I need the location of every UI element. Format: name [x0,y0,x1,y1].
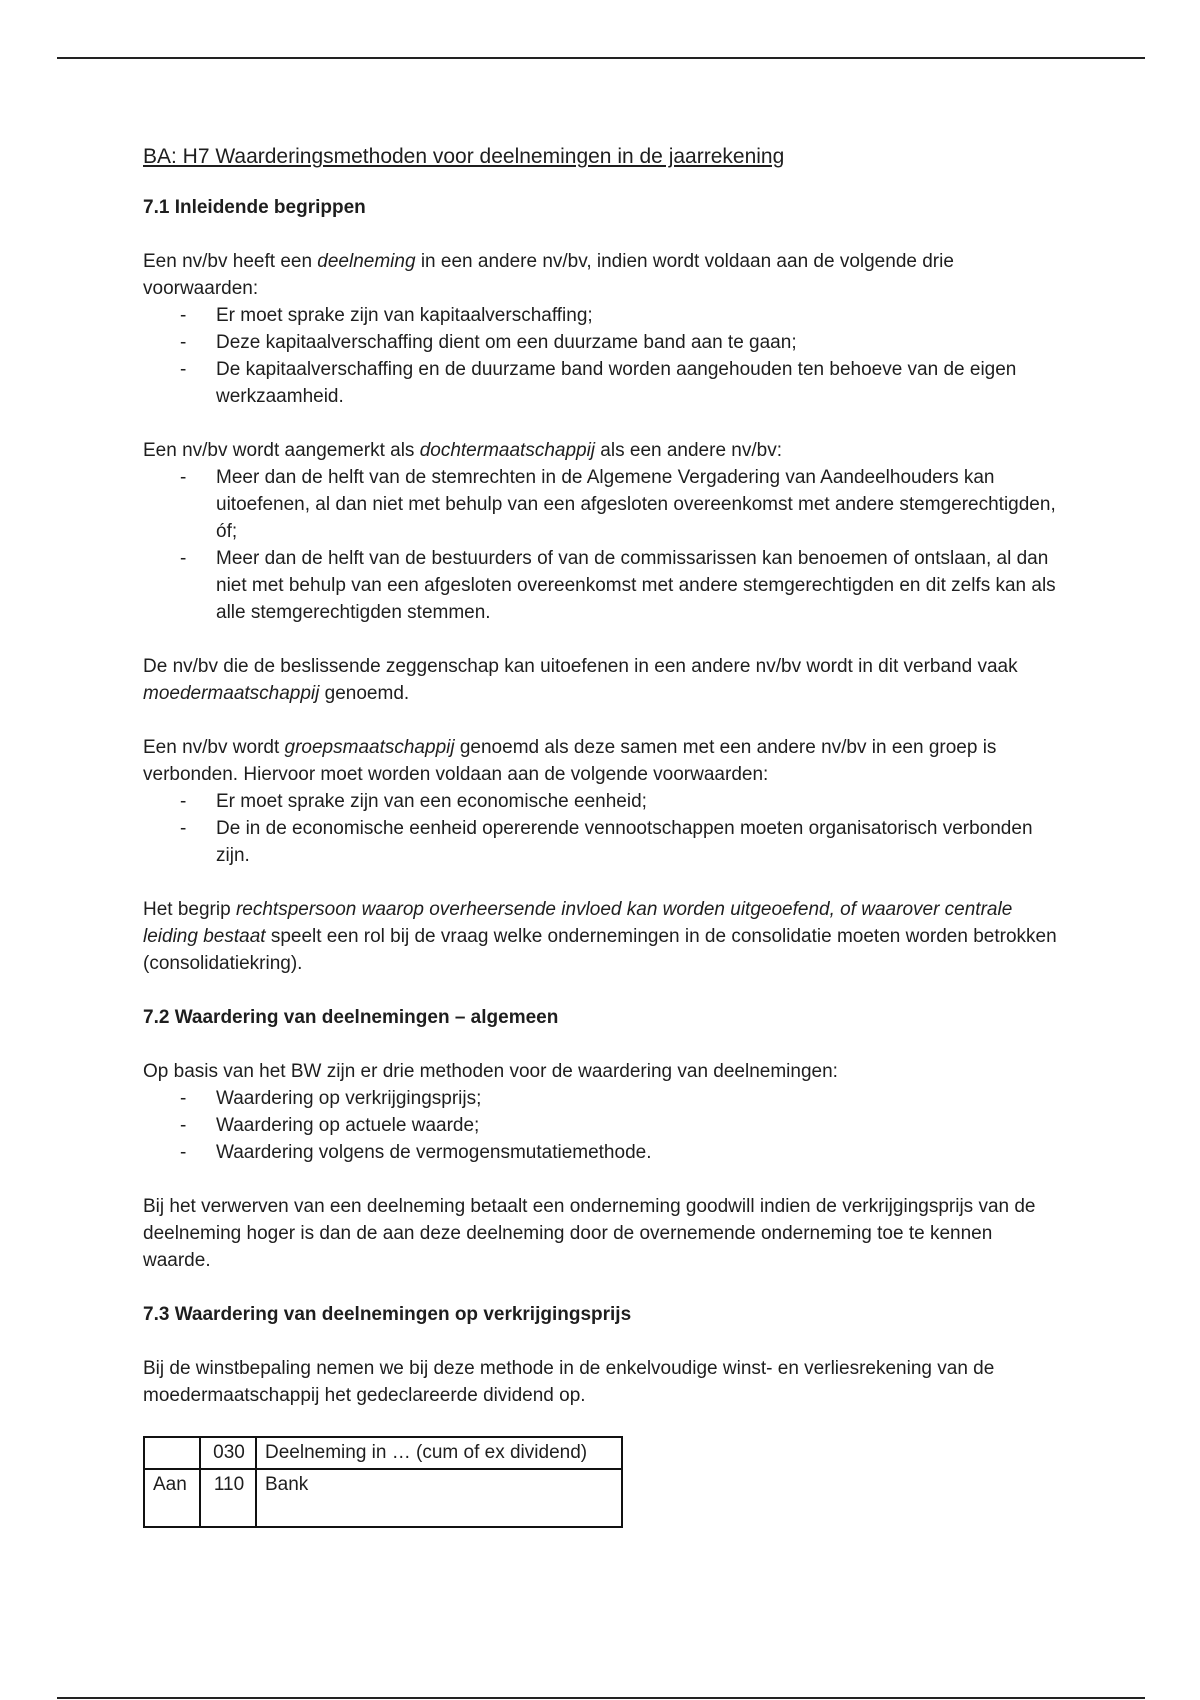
paragraph-text: in een andere nv/bv, indien wordt voldaan aan de volgende drie voorwaarden: [143,251,954,299]
paragraph-dochtermaatschappij [143,437,1063,464]
list-voorwaarden-dochter [143,464,1063,626]
term-deelneming: deelneming [317,251,416,272]
section-heading-7-1: 7.1 Inleidende begrippen [143,197,366,218]
journal-account-code: 030 [200,1437,256,1469]
paragraph-winstbepaling: Bij de winstbepaling nemen we bij deze methode in de enkelvoudige winst- en verliesrekening van de moedermaatschappij het gedeclareerde dividend op. [143,1358,995,1406]
paragraph-deelneming [143,248,1063,302]
list-item: - Waardering op verkrijgingsprijs; [143,1085,1063,1112]
journal-account-name: Bank [256,1469,622,1527]
paragraph-text: Een nv/bv wordt [143,737,285,758]
paragraph-text: genoemd. [319,683,410,704]
list-item: - De in de economische eenheid opererende vennootschappen moeten organisatorisch verbonden zijn. [143,815,1063,869]
journal-prefix [144,1437,200,1469]
list-item: - Meer dan de helft van de bestuurders of van de commissarissen kan benoemen of ontslaan, al dan niet met behulp van een afgesloten overeenkomst met andere stemgerechtigden en dit zelfs kan als alle stemgerechtigden stemmen. [143,545,1063,626]
paragraph-groepsmaatschappij [143,734,1063,788]
paragraph-text: Een nv/bv heeft een [143,251,318,272]
section-heading-7-2: 7.2 Waardering van deelnemingen – algemeen [143,1007,559,1028]
paragraph-text: Het begrip [143,899,236,920]
list-voorwaarden-groep [143,788,1063,869]
list-item: - Meer dan de helft van de stemrechten in de Algemene Vergadering van Aandeelhouders kan uitoefenen, al dan niet met behulp van een afgesloten overeenkomst met andere stemgerechtigden, óf; [143,464,1063,545]
term-rechtspersoon: rechtspersoon waarop overheersende invloed kan worden uitgeoefend, of waarover centrale leiding bestaat [143,899,1013,947]
paragraph-text: als een andere nv/bv: [595,440,782,461]
term-moedermaatschappij: moedermaatschappij [143,683,320,704]
paragraph-text: speelt een rol bij de vraag welke ondernemingen in de consolidatie moeten worden betrokken (consolidatiekring). [143,926,1057,974]
journal-entry-table [143,1436,623,1528]
list-item: - Er moet sprake zijn van kapitaalverschaffing; [143,302,1063,329]
list-item: - Deze kapitaalverschaffing dient om een duurzame band aan te gaan; [143,329,1063,356]
list-voorwaarden-deelneming [143,302,1063,410]
list-item: - Waardering volgens de vermogensmutatiemethode. [143,1139,1063,1166]
table-row [144,1437,622,1469]
table-row [144,1469,622,1527]
section-heading-7-3: 7.3 Waardering van deelnemingen op verkrijgingsprijs [143,1304,632,1325]
journal-account-code: 110 [200,1469,256,1527]
paragraph-text: Een nv/bv wordt aangemerkt als [143,440,420,461]
paragraph-moedermaatschappij [143,653,1063,707]
list-item: - Waardering op actuele waarde; [143,1112,1063,1139]
document-body [143,143,1063,1528]
list-item: - Er moet sprake zijn van een economische eenheid; [143,788,1063,815]
journal-account-name: Deelneming in … (cum of ex dividend) [256,1437,622,1469]
paragraph-methoden: Op basis van het BW zijn er drie methoden voor de waardering van deelnemingen: [143,1061,838,1082]
paragraph-text: genoemd als deze samen met een andere nv/bv in een groep is verbonden. Hiervoor moet worden voldaan aan de volgende voorwaarden: [143,737,997,785]
paragraph-goodwill: Bij het verwerven van een deelneming betaalt een onderneming goodwill indien de verkrijgingsprijs van de deelneming hoger is dan de aan deze deelneming door de overnemende onderneming toe te kennen waarde. [143,1196,1036,1271]
document-title: BA: H7 Waarderingsmethoden voor deelnemingen in de jaarrekening [143,145,785,168]
list-item: - De kapitaalverschaffing en de duurzame band worden aangehouden ten behoeve van de eigen werkzaamheid. [143,356,1063,410]
header-rule [57,57,1145,59]
term-groepsmaatschappij: groepsmaatschappij [284,737,455,758]
footer-rule [57,1697,1145,1699]
paragraph-consolidatiekring [143,896,1063,977]
term-dochtermaatschappij: dochtermaatschappij [419,440,596,461]
paragraph-text: De nv/bv die de beslissende zeggenschap kan uitoefenen in een andere nv/bv wordt in dit verband vaak [143,656,1018,677]
journal-prefix: Aan [144,1469,200,1527]
list-methoden [143,1085,1063,1166]
